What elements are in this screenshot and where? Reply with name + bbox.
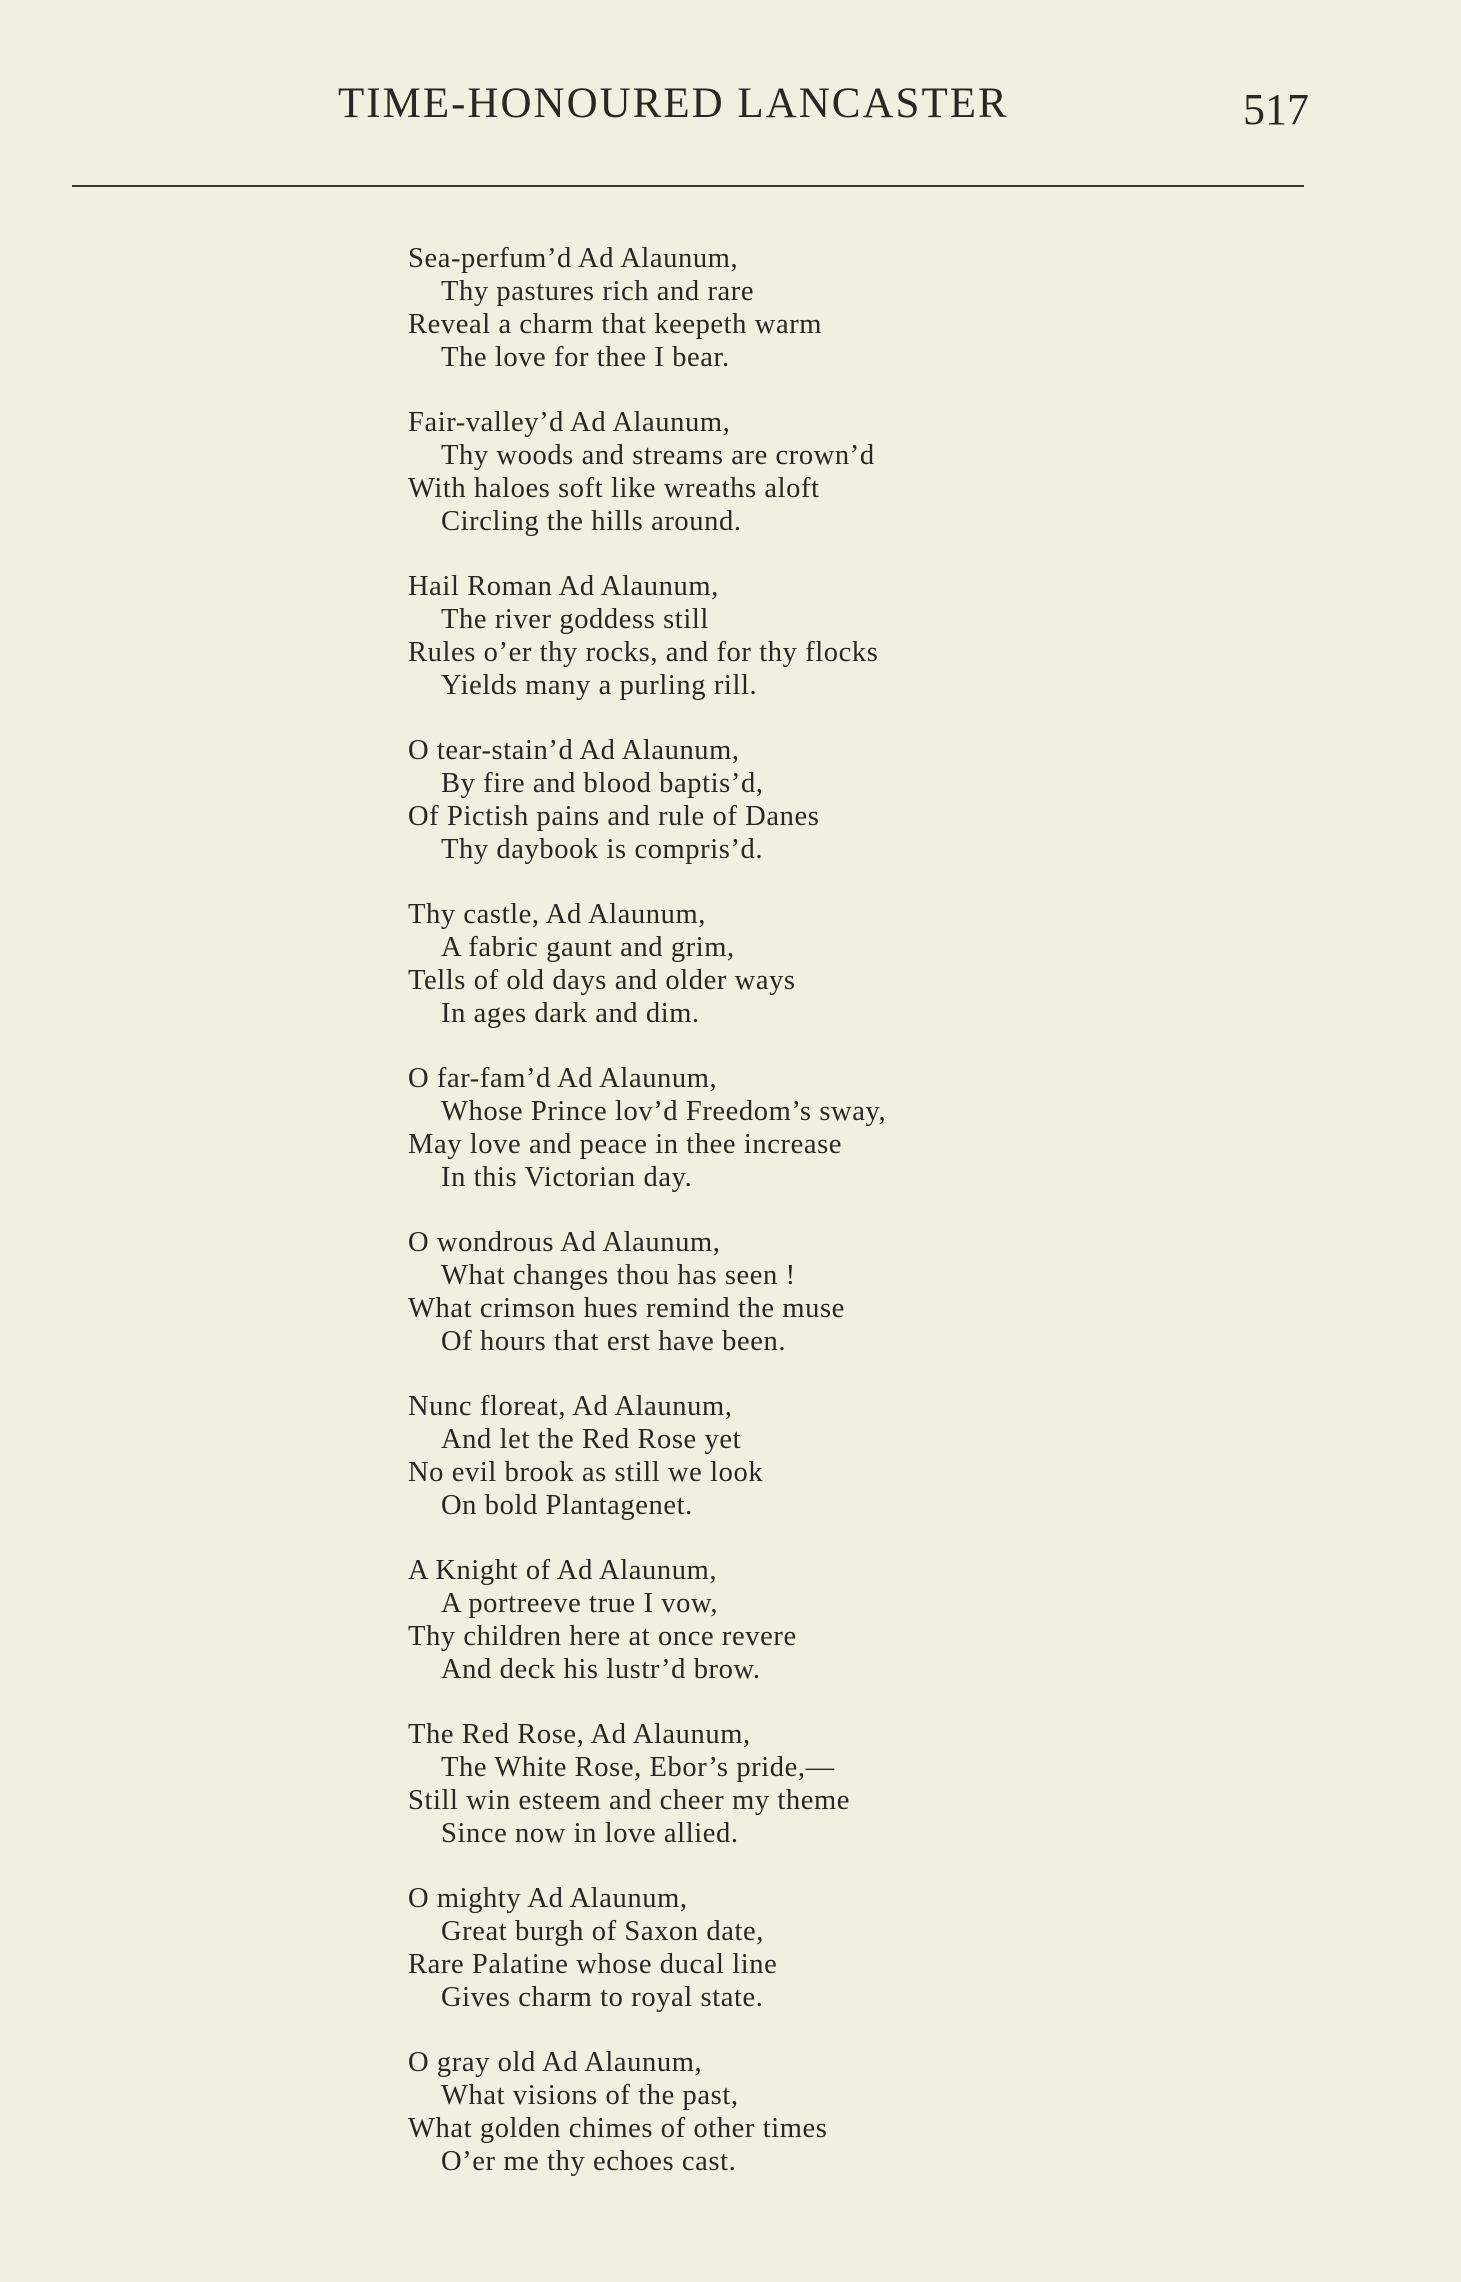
stanza [408, 406, 1308, 538]
stanza [408, 1718, 1308, 1850]
poem-line: Since now in love allied. [441, 1818, 739, 1849]
poem-line: Sea-perfum’d Ad Alaunum, [408, 243, 739, 274]
header-rule [72, 185, 1304, 187]
poem-line: And let the Red Rose yet [441, 1424, 742, 1455]
poem-line: O’er me thy echoes cast. [441, 2146, 737, 2177]
page-header [0, 0, 1461, 140]
poem-line: Rare Palatine whose ducal line [408, 1949, 778, 1980]
stanza [408, 898, 1308, 1030]
poem-line: Thy castle, Ad Alaunum, [408, 899, 706, 930]
stanza [408, 570, 1308, 702]
poem-line: Still win esteem and cheer my theme [408, 1785, 851, 1816]
poem-line: A portreeve true I vow, [441, 1588, 719, 1619]
poem-line: May love and peace in thee increase [408, 1129, 843, 1160]
poem-line: In ages dark and dim. [441, 998, 700, 1029]
poem-line: The Red Rose, Ad Alaunum, [408, 1719, 751, 1750]
stanza [408, 1882, 1308, 2014]
poem-line: Circling the hills around. [441, 506, 742, 537]
stanza [408, 1062, 1308, 1194]
stanza [408, 734, 1308, 866]
poem-line: Whose Prince lov’d Freedom’s sway, [441, 1096, 887, 1127]
stanza [408, 242, 1308, 374]
poem-line: A Knight of Ad Alaunum, [408, 1555, 718, 1586]
poem-line: Of Pictish pains and rule of Danes [408, 801, 820, 832]
poem-line: Of hours that erst have been. [441, 1326, 787, 1357]
poem-line: What visions of the past, [441, 2080, 739, 2111]
poem-line: O mighty Ad Alaunum, [408, 1883, 688, 1914]
poem-line: In this Victorian day. [441, 1162, 693, 1193]
poem-line: Tells of old days and older ways [408, 965, 796, 996]
poem-line: And deck his lustr’d brow. [441, 1654, 761, 1685]
poem-line: O wondrous Ad Alaunum, [408, 1227, 721, 1258]
poem-line: Thy children here at once revere [408, 1621, 797, 1652]
poem-line: What crimson hues remind the muse [408, 1293, 845, 1324]
poem-line: The love for thee I bear. [441, 342, 730, 373]
poem-line: What changes thou has seen ! [441, 1260, 796, 1291]
poem-line: With haloes soft like wreaths aloft [408, 473, 820, 504]
poem-line: Hail Roman Ad Alaunum, [408, 571, 719, 602]
poem-line: Rules o’er thy rocks, and for thy flocks [408, 637, 879, 668]
poem-line: No evil brook as still we look [408, 1457, 764, 1488]
stanza [408, 1554, 1308, 1686]
poem-line: Thy daybook is compris’d. [441, 834, 764, 865]
poem-line: Yields many a purling rill. [441, 670, 758, 701]
poem-line: A fabric gaunt and grim, [441, 932, 735, 963]
poem-line: Thy woods and streams are crown’d [441, 440, 875, 471]
poem-line: O gray old Ad Alaunum, [408, 2047, 703, 2078]
running-title: TIME-HONOURED LANCASTER [338, 80, 1009, 127]
poem-line: O tear-stain’d Ad Alaunum, [408, 735, 740, 766]
poem-line: The White Rose, Ebor’s pride,— [441, 1752, 835, 1783]
poem [408, 242, 1308, 2210]
poem-line: On bold Plantagenet. [441, 1490, 693, 1521]
poem-line: What golden chimes of other times [408, 2113, 828, 2144]
stanza [408, 2046, 1308, 2178]
poem-line: Nunc floreat, Ad Alaunum, [408, 1391, 733, 1422]
poem-line: O far-fam’d Ad Alaunum, [408, 1063, 718, 1094]
stanza [408, 1226, 1308, 1358]
poem-line: Fair-valley’d Ad Alaunum, [408, 407, 731, 438]
poem-line: The river goddess still [441, 604, 709, 635]
stanza [408, 1390, 1308, 1522]
poem-line: Thy pastures rich and rare [441, 276, 755, 307]
poem-line: Reveal a charm that keepeth warm [408, 309, 823, 340]
poem-line: Great burgh of Saxon date, [441, 1916, 764, 1947]
poem-line: By fire and blood baptis’d, [441, 768, 764, 799]
poem-line: Gives charm to royal state. [441, 1982, 764, 2013]
page-number: 517 [1243, 85, 1309, 134]
